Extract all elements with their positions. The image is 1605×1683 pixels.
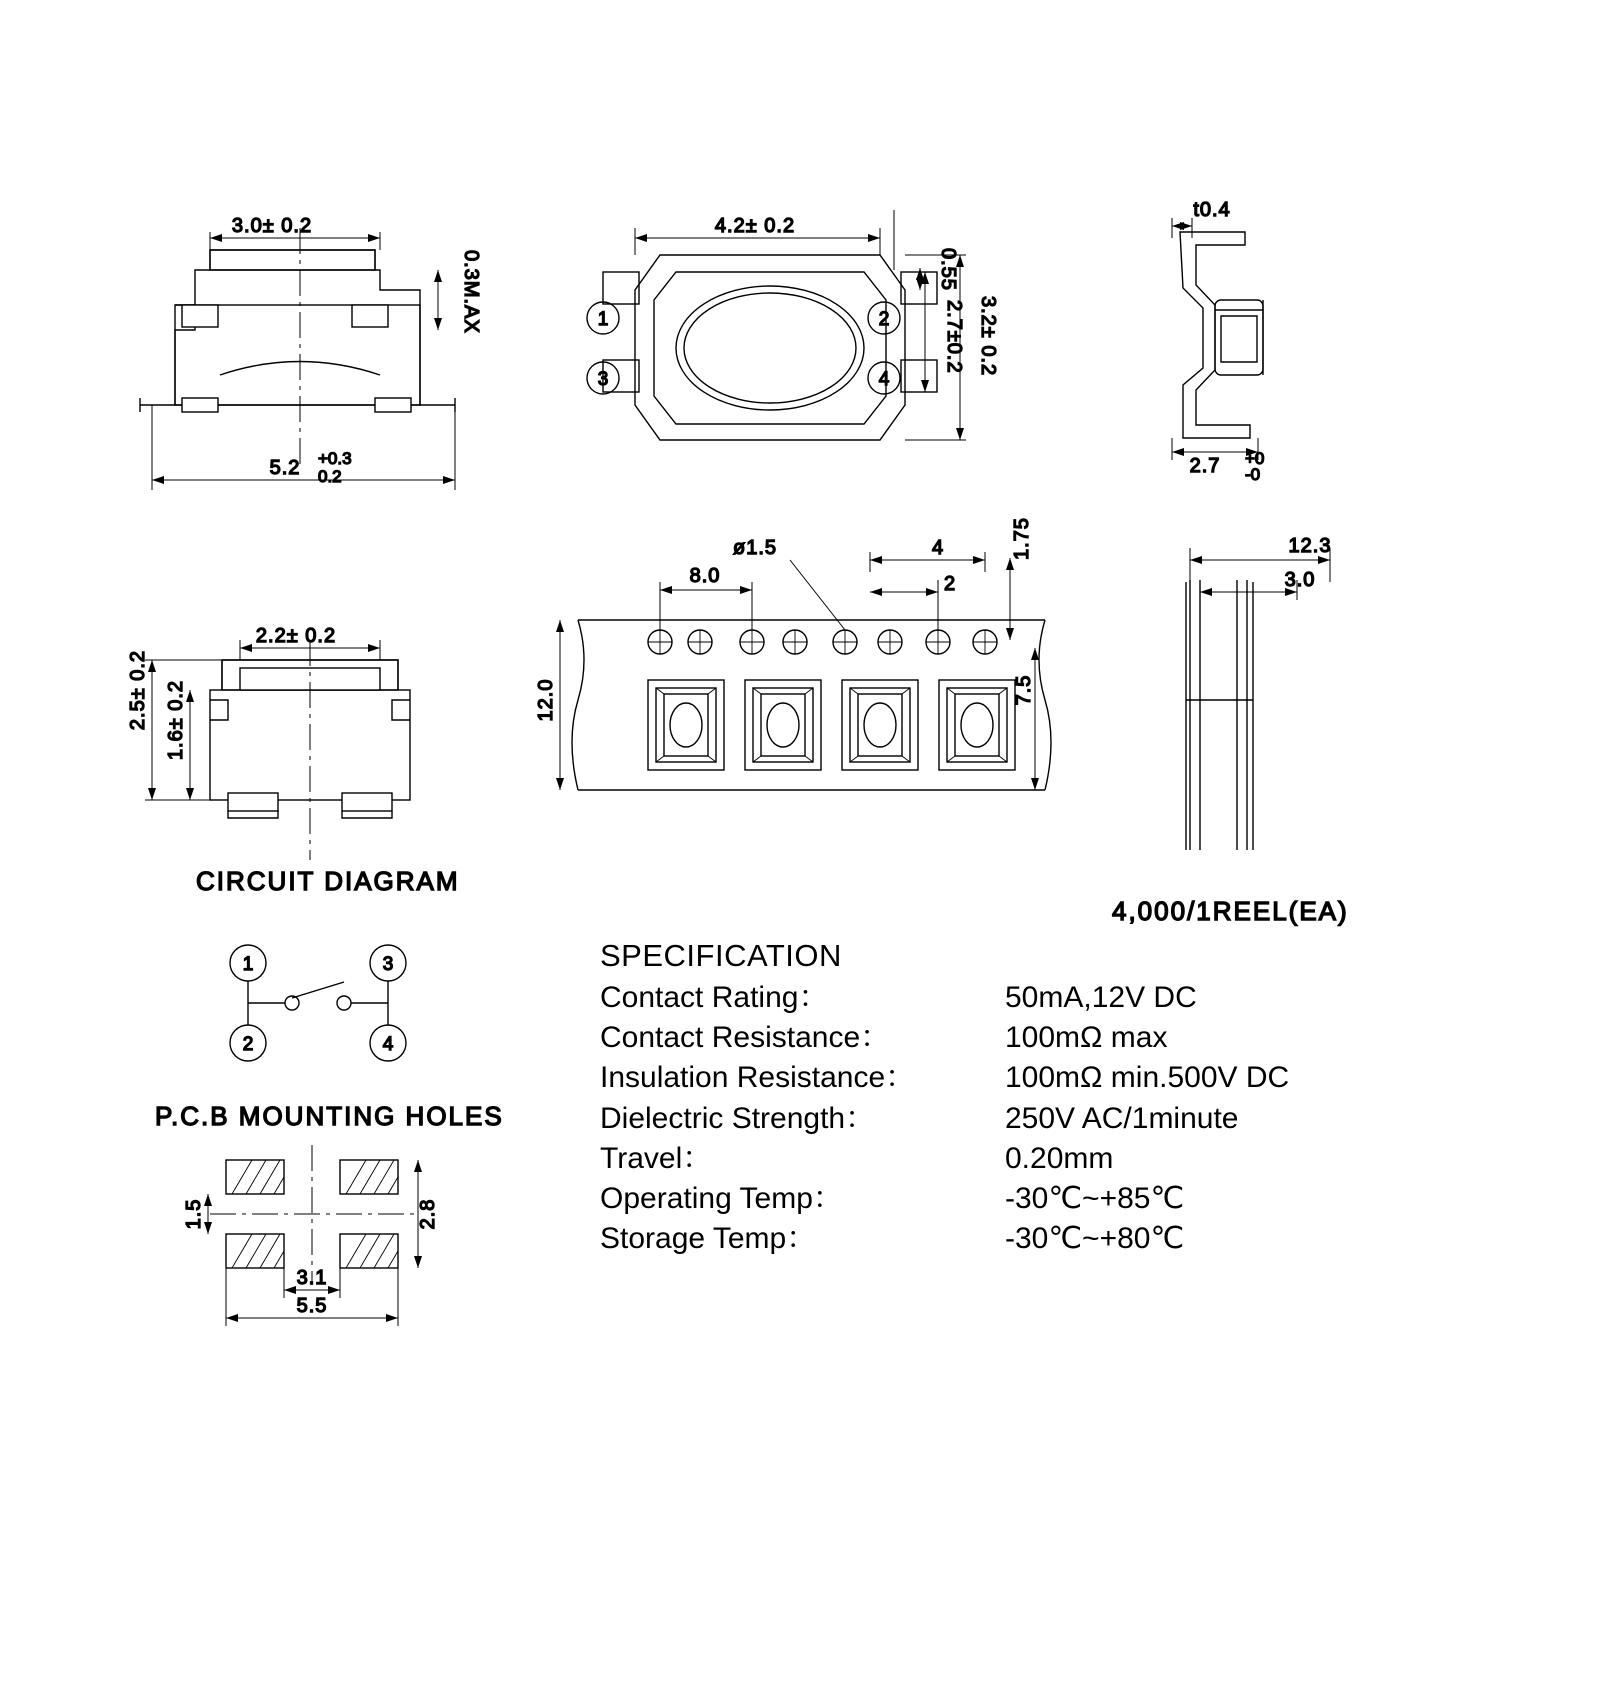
dim-top-outer-height: 3.2± 0.2 <box>977 296 999 377</box>
spec-row-contact-resistance <box>600 1018 1360 1058</box>
top-view-geometry <box>587 255 937 440</box>
spec-row-contact-rating <box>600 978 1360 1018</box>
dim-tape-width: 12.0 <box>535 678 557 722</box>
spec-label-contact-rating: Contact Rating： <box>600 981 829 1014</box>
dim-tape-pitch-8: 8.0 <box>689 565 721 587</box>
spec-value-contact-resistance: 100mΩ max <box>1005 1021 1168 1055</box>
dim-front-overall-tol-down: 0.2 <box>318 467 342 486</box>
dim-front-top-width: 3.0± 0.2 <box>231 215 313 237</box>
spec-label-dielectric-strength: Dielectric Strength： <box>600 1101 876 1135</box>
tape-view-dimensions <box>560 552 1035 790</box>
top-view-dimensions <box>635 210 966 440</box>
caption-circuit-diagram: CIRCUIT DIAGRAM <box>196 866 460 896</box>
specification-block <box>600 938 1360 1259</box>
reel-view-geometry <box>1186 580 1253 850</box>
dim-tape-pitch-4: 4 <box>931 537 945 559</box>
dim-reel-inner: 3.0 <box>1284 569 1316 591</box>
pin-label-2: 2 <box>878 309 890 330</box>
spec-row-travel <box>600 1139 1360 1179</box>
spec-value-travel: 0.20mm <box>1005 1141 1114 1175</box>
spec-row-insulation-resistance <box>600 1058 1360 1098</box>
spec-label-insulation-resistance: Insulation Resistance： <box>600 1061 916 1095</box>
side-view-geometry <box>1180 232 1263 438</box>
pin-label-3: 3 <box>597 369 609 390</box>
dim-top-pad-width: 0.55 <box>937 248 959 291</box>
specification-title: SPECIFICATION <box>600 938 842 973</box>
dim-pcb-pad-gap-v: 1.5 <box>183 1198 205 1230</box>
circuit-pin-1: 1 <box>242 954 254 975</box>
dim-left-top-width: 2.2± 0.2 <box>255 625 337 647</box>
dim-side-lead-thickness: t0.4 <box>1193 199 1231 221</box>
dim-side-lead-span: 2.7 <box>1189 455 1221 477</box>
spec-label-travel: Travel： <box>600 1141 713 1175</box>
spec-value-contact-rating: 50mA,12V DC <box>1005 981 1197 1014</box>
dim-left-total-height: 2.5± 0.2 <box>127 649 149 731</box>
dim-front-height-max: 0.3M.AX <box>460 250 482 334</box>
circuit-pin-2: 2 <box>242 1034 254 1055</box>
spec-value-dielectric-strength: 250V AC/1minute <box>1005 1101 1239 1135</box>
dim-front-overall-width: 5.2 <box>269 457 301 479</box>
spec-row-dielectric-strength <box>600 1099 1360 1139</box>
dim-top-inner-height: 2.7±0.2 <box>943 300 965 374</box>
pcb-mounting-geometry <box>210 1145 420 1285</box>
spec-row-storage-temp <box>600 1219 1360 1259</box>
pin-label-4: 4 <box>878 369 890 390</box>
dim-tape-hole-dia: ø1.5 <box>732 537 778 559</box>
spec-value-operating-temp: -30℃~+85℃ <box>1005 1181 1185 1215</box>
circuit-diagram-geometry <box>230 945 406 1061</box>
front-view-geometry <box>140 228 455 470</box>
caption-pcb-mounting: P.C.B MOUNTING HOLES <box>155 1101 504 1131</box>
spec-row-operating-temp <box>600 1179 1360 1219</box>
dim-side-lead-tol-down: -0 <box>1245 465 1261 484</box>
circuit-pin-4: 4 <box>382 1034 394 1055</box>
spec-value-insulation-resistance: 100mΩ min.500V DC <box>1005 1061 1290 1095</box>
spec-label-storage-temp: Storage Temp： <box>600 1222 817 1256</box>
dim-left-body-height: 1.6± 0.2 <box>165 679 187 761</box>
dim-pcb-pad-span-h: 5.5 <box>296 1295 328 1317</box>
spec-label-operating-temp: Operating Temp： <box>600 1181 843 1215</box>
pin-label-1: 1 <box>597 309 609 330</box>
caption-reel: 4,000/1REEL(EA) <box>1112 896 1349 926</box>
tape-view-geometry <box>572 620 1051 790</box>
circuit-pin-3: 3 <box>382 954 394 975</box>
spec-label-contact-resistance: Contact Resistance： <box>600 1021 891 1055</box>
dim-tape-pitch-2: 2 <box>943 573 957 595</box>
spec-value-storage-temp: -30℃~+80℃ <box>1005 1222 1185 1256</box>
dim-pcb-pad-gap-h: 3.1 <box>296 1267 328 1289</box>
dim-front-overall-tol-up: +0.3 <box>318 449 352 468</box>
left-view-geometry <box>210 640 410 860</box>
dim-top-body-width: 4.2± 0.2 <box>714 215 796 237</box>
dim-pcb-pad-span-v: 2.8 <box>417 1198 439 1230</box>
dim-reel-width: 12.3 <box>1288 535 1332 557</box>
dim-side-lead-tol-up: +0 <box>1245 449 1265 468</box>
dim-tape-pocket-offset: 7.5 <box>1013 674 1035 706</box>
dim-tape-edge-175: 1.75 <box>1011 517 1033 560</box>
